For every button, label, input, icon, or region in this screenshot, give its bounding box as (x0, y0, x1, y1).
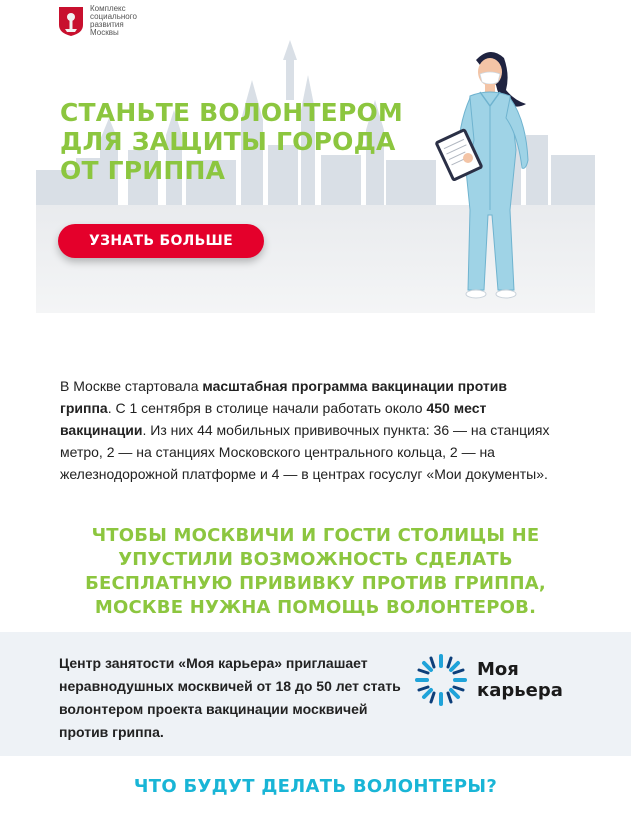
career-logo-text (477, 659, 563, 701)
callout-line: МОСКВЕ НУЖНА ПОМОЩЬ ВОЛОНТЕРОВ. (94, 597, 537, 618)
intro-highlight-places: 450 мест вакцинации (60, 400, 487, 438)
learn-more-button[interactable]: УЗНАТЬ БОЛЬШЕ (58, 224, 264, 258)
invite-text (59, 652, 399, 744)
banner-title-line: ОТ ГРИППА (60, 156, 226, 185)
intro-highlight-program: масштабная программа вакцинации против гриппа (60, 378, 507, 416)
career-logo-line: карьера (477, 680, 563, 701)
invite-line: Центр занятости «Моя карьера» приглашает (59, 655, 368, 671)
org-logo-text (90, 5, 137, 37)
org-logo-line: социального (90, 12, 137, 21)
banner-title-line: СТАНЬТЕ ВОЛОНТЕРОМ (60, 98, 403, 127)
career-logo-line: Моя (477, 659, 519, 680)
callout-line: УПУСТИЛИ ВОЗМОЖНОСТЬ СДЕЛАТЬ (118, 549, 513, 570)
hero-banner[interactable] (36, 40, 595, 313)
invite-line: волонтером проекта вакцинации москвичей (59, 701, 368, 717)
banner-title-line: ДЛЯ ЗАЩИТЫ ГОРОДА (60, 127, 396, 156)
moscow-crest-icon (57, 5, 85, 37)
intro-text: . Из них 44 мобильных прививочных пункта: 36 — на станциях метро, 2 — на станциях Московского центрального кольца, 2 — на железнодорожной платформе и 4 — в центрах госуслуг «Мои документы». (60, 422, 550, 482)
org-logo-line: развития (90, 20, 124, 29)
callout-line: ЧТОБЫ МОСКВИЧИ И ГОСТИ СТОЛИЦЫ НЕ (91, 525, 540, 546)
volunteer-nurse-illustration (418, 40, 558, 313)
intro-text: В Москве стартовала (60, 378, 203, 394)
invite-section (0, 632, 631, 756)
callout-line: БЕСПЛАТНУЮ ПРИВИВКУ ПРОТИВ ГРИППА, (85, 573, 546, 594)
intro-text: . С 1 сентября в столице начали работать около (107, 400, 427, 416)
callout-heading (20, 524, 611, 620)
invite-line: неравнодушных москвичей от 18 до 50 лет стать (59, 678, 401, 694)
invite-line: против гриппа. (59, 724, 164, 740)
org-logo-line: Москвы (90, 28, 119, 37)
section-title: ЧТО БУДУТ ДЕЛАТЬ ВОЛОНТЕРЫ? (133, 776, 498, 797)
org-logo[interactable] (57, 5, 137, 37)
moya-karera-logo[interactable] (415, 654, 563, 706)
intro-paragraph (60, 375, 560, 485)
banner-title (60, 98, 403, 185)
org-logo-line: Комплекс (90, 4, 126, 13)
career-burst-icon (415, 654, 467, 706)
